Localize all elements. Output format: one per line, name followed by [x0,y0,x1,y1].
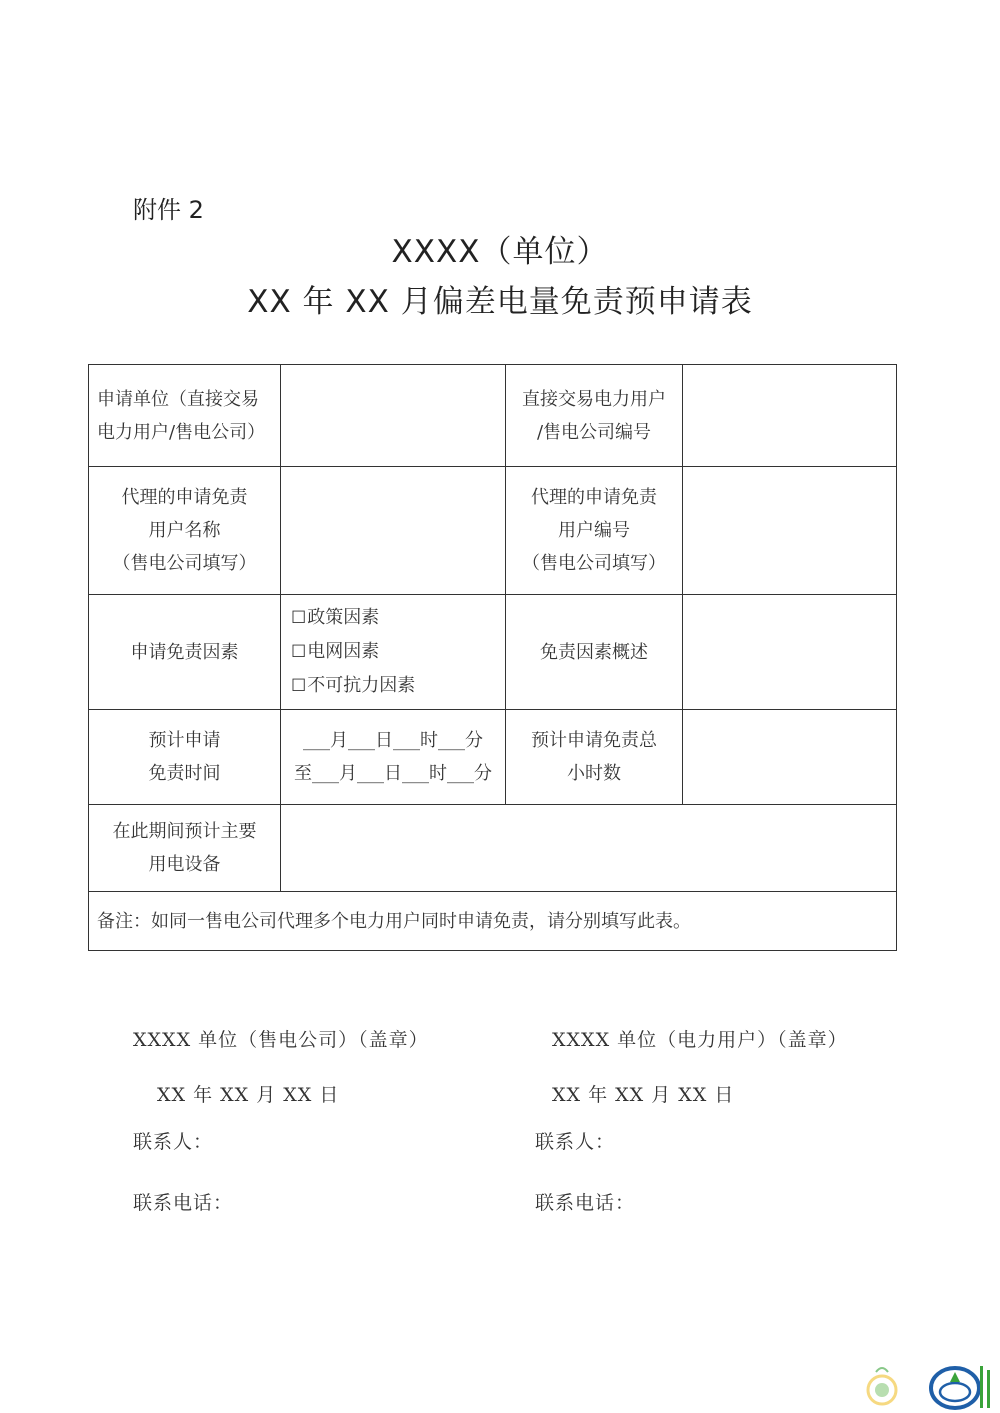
left-phone: 联系电话： [133,1192,234,1214]
right-contact: 联系人： [535,1131,616,1153]
form-row-equipment [89,805,897,892]
form-row-applicant [89,365,897,467]
agent-user-name-field[interactable] [281,467,506,595]
applicant-unit-field[interactable] [281,365,506,467]
agent-user-id-label: 代理的申请免责 用户编号 （售电公司填写） [506,467,683,595]
right-phone: 联系电话： [535,1192,636,1214]
form-row-note [89,892,897,951]
option-grid-factor[interactable]: ☐电网因素 [291,641,380,662]
exemption-factor-options [281,595,506,710]
applicant-id-label: 直接交易电力用户 /售电公司编号 [506,365,683,467]
exemption-time-label: 预计申请 免责时间 [89,710,281,805]
exemption-time-field[interactable] [281,710,506,805]
exemption-summary-label: 免责因素概述 [506,595,683,710]
applicant-unit-label: 申请单位（直接交易 电力用户/售电公司） [89,365,281,467]
left-unit-stamp: XXXX 单位（售电公司）（盖章） [133,1029,429,1051]
watermark-logo-icon [860,1358,1000,1413]
title-form-name: XX 年 XX 月偏差电量免责预申请表 [247,284,753,320]
right-unit-stamp: XXXX 单位（电力用户）（盖章） [552,1029,848,1051]
equipment-label: 在此期间预计主要 用电设备 [89,805,281,892]
form-row-agent-user [89,467,897,595]
form-row-exemption-time [89,710,897,805]
total-hours-field[interactable] [683,710,897,805]
attachment-label: 附件 2 [133,196,204,224]
left-contact: 联系人： [133,1131,214,1153]
agent-user-id-field[interactable] [683,467,897,595]
checkbox-icon[interactable]: ☐ [291,608,307,628]
option-policy-factor[interactable]: ☐政策因素 [291,607,380,628]
applicant-id-field[interactable] [683,365,897,467]
exemption-factor-label: 申请免责因素 [89,595,281,710]
checkbox-icon[interactable]: ☐ [291,676,307,696]
form-note: 备注：如同一售电公司代理多个电力用户同时申请免责，请分别填写此表。 [89,892,897,951]
total-hours-label: 预计申请免责总 小时数 [506,710,683,805]
right-date: XX 年 XX 月 XX 日 [552,1084,735,1106]
form-row-exemption-factor [89,595,897,710]
time-to: 至___月___日___时___分 [294,763,492,784]
checkbox-icon[interactable]: ☐ [291,642,307,662]
application-form-table [88,364,897,951]
equipment-field[interactable] [281,805,897,892]
left-date: XX 年 XX 月 XX 日 [157,1084,340,1106]
title-unit: XXXX（单位） [391,234,609,270]
exemption-summary-field[interactable] [683,595,897,710]
time-from: ___月___日___时___分 [303,730,483,751]
option-force-majeure[interactable]: ☐不可抗力因素 [291,675,416,696]
agent-user-name-label: 代理的申请免责 用户名称 （售电公司填写） [89,467,281,595]
